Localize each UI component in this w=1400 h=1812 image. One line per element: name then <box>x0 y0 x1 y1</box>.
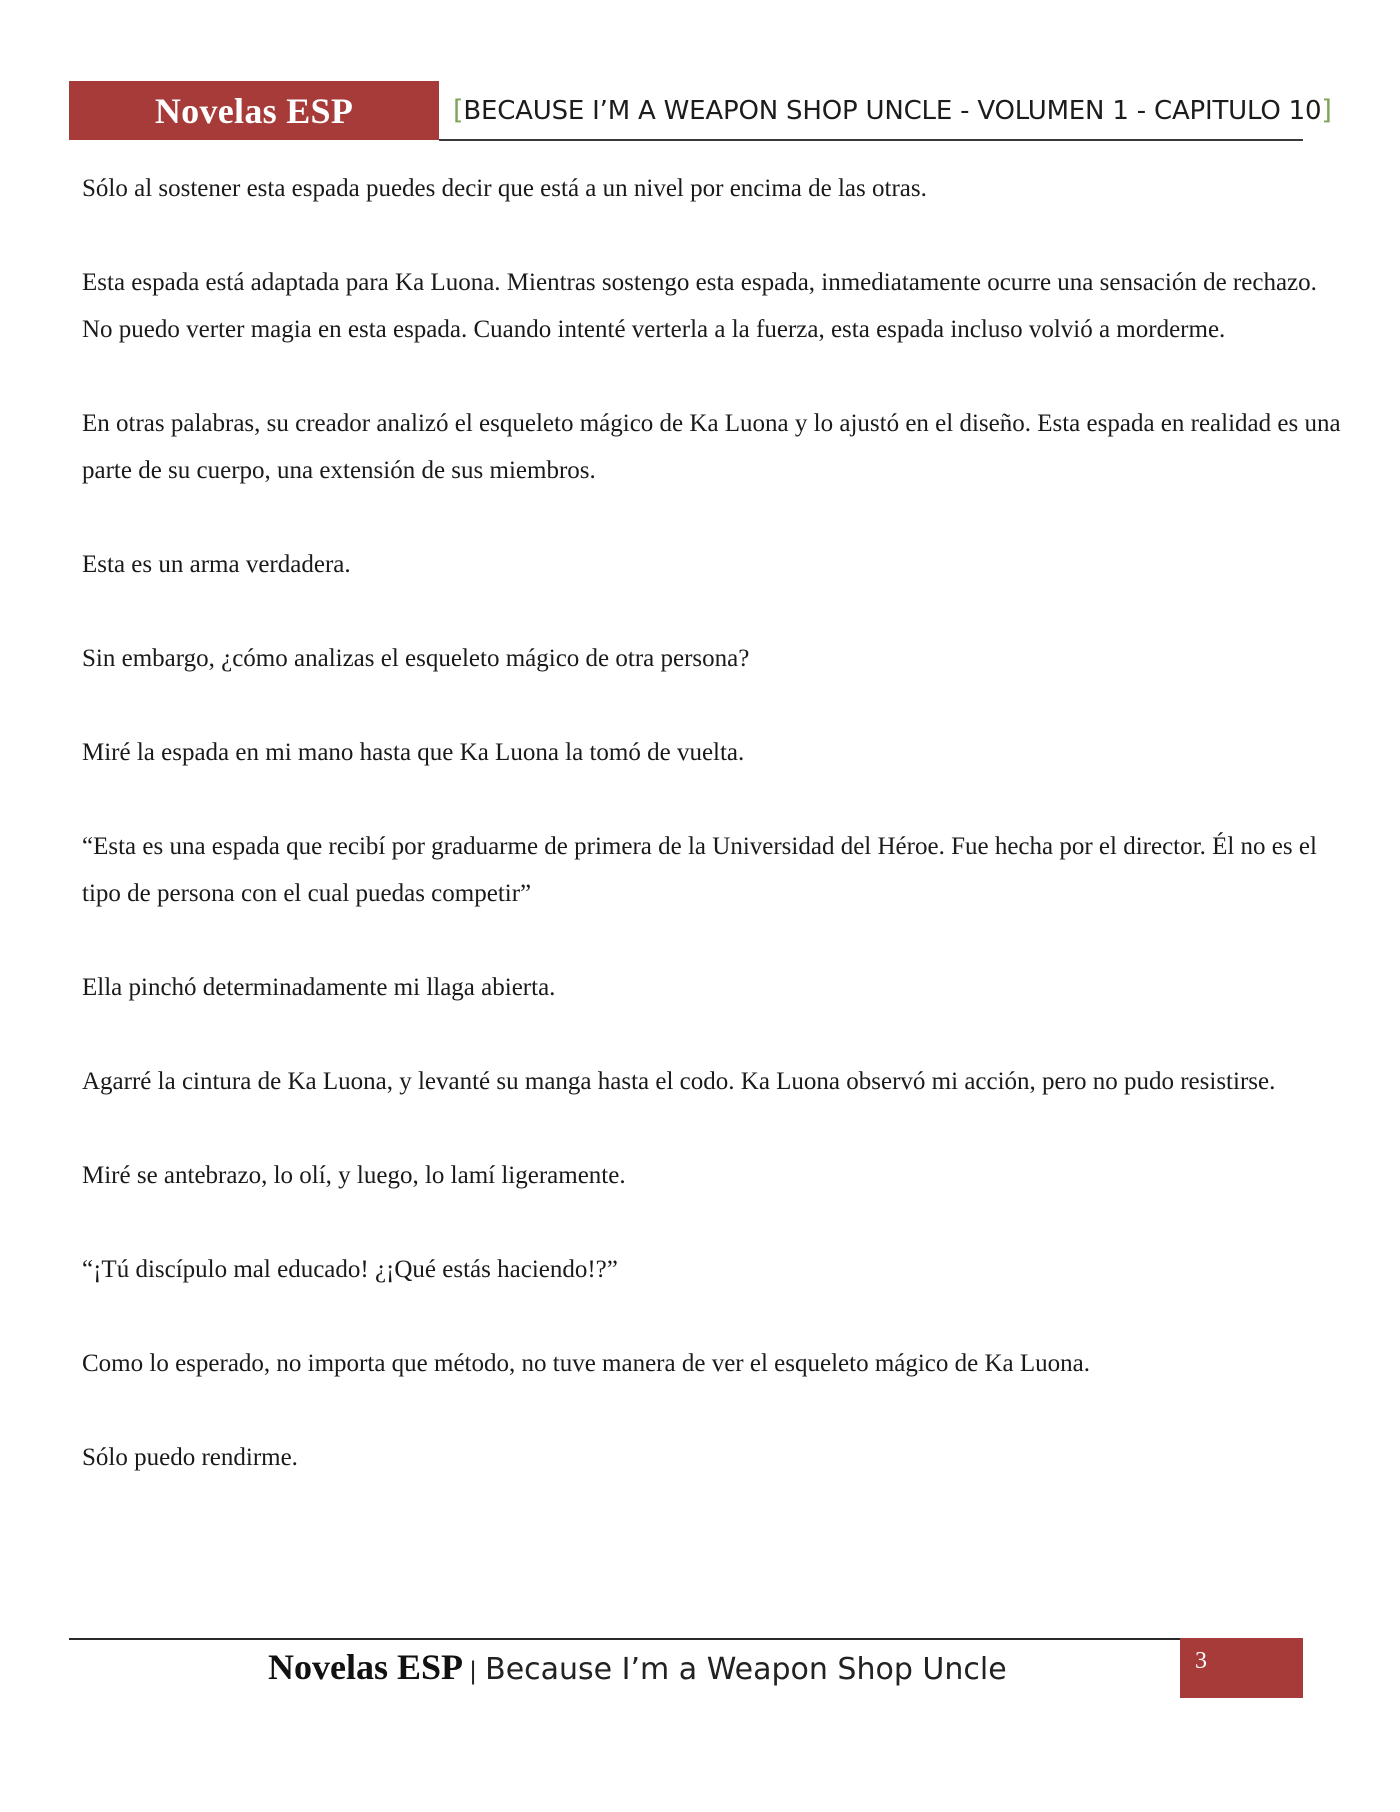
page-footer <box>268 1646 1007 1694</box>
header-divider <box>439 139 1303 141</box>
page-header <box>69 81 1332 141</box>
paragraph: Sólo puedo rendirme. <box>82 1444 298 1471</box>
footer-divider <box>69 1638 1185 1640</box>
footer-brand-name: Novelas ESP <box>268 1647 464 1687</box>
paragraph: “¡Tú discípulo mal educado! ¿¡Qué estás haciendo!?” <box>82 1256 618 1283</box>
paragraph: Como lo esperado, no importa que método, no tuve manera de ver el esqueleto mágico de Ka Luona. <box>82 1350 1091 1377</box>
paragraph: Agarré la cintura de Ka Luona, y levanté su manga hasta el codo. Ka Luona observó mi acción, pero no pudo resistirse. <box>82 1068 1276 1095</box>
paragraph: Esta espada está adaptada para Ka Luona. Mientras sostengo esta espada, inmediatamente ocurre una sensación de rechazo. No puedo verter magia en esta espada. Cuando intenté verterla a la fuerza, esta espada incluso volvió a morderme. <box>82 269 1317 343</box>
paragraph: Ella pinchó determinadamente mi llaga abierta. <box>82 974 556 1001</box>
header-bracket-open: [ <box>453 95 464 126</box>
page-number: 3 <box>1195 1648 1207 1674</box>
chapter-body <box>82 165 1342 1528</box>
footer-separator: | <box>469 1657 478 1685</box>
paragraph: Sin embargo, ¿cómo analizas el esqueleto mágico de otra persona? <box>82 645 750 672</box>
paragraph: “Esta es una espada que recibí por graduarme de primera de la Universidad del Héroe. Fue hecha por el director. Él no es el tipo de persona con el cual puedas competir” <box>82 833 1317 907</box>
header-brand-box <box>69 81 439 140</box>
paragraph: Miré se antebrazo, lo olí, y luego, lo lamí ligeramente. <box>82 1162 626 1189</box>
header-bracket-close: ] <box>1321 95 1332 126</box>
paragraph: Sólo al sostener esta espada puedes decir que está a un nivel por encima de las otras. <box>82 175 927 202</box>
paragraph: Esta es un arma verdadera. <box>82 551 351 578</box>
paragraph: Miré la espada en mi mano hasta que Ka Luona la tomó de vuelta. <box>82 739 745 766</box>
page-number-box <box>1180 1638 1303 1698</box>
header-chapter-title: BECAUSE I’M A WEAPON SHOP UNCLE - VOLUMEN 1 - CAPITULO 10 <box>463 96 1322 126</box>
header-title <box>453 95 1332 135</box>
footer-series-title: Because I’m a Weapon Shop Uncle <box>485 1652 1007 1687</box>
paragraph: En otras palabras, su creador analizó el esqueleto mágico de Ka Luona y lo ajustó en el diseño. Esta espada en realidad es una parte de su cuerpo, una extensión de sus miembros. <box>82 410 1341 484</box>
header-brand-name: Novelas ESP <box>154 90 354 131</box>
